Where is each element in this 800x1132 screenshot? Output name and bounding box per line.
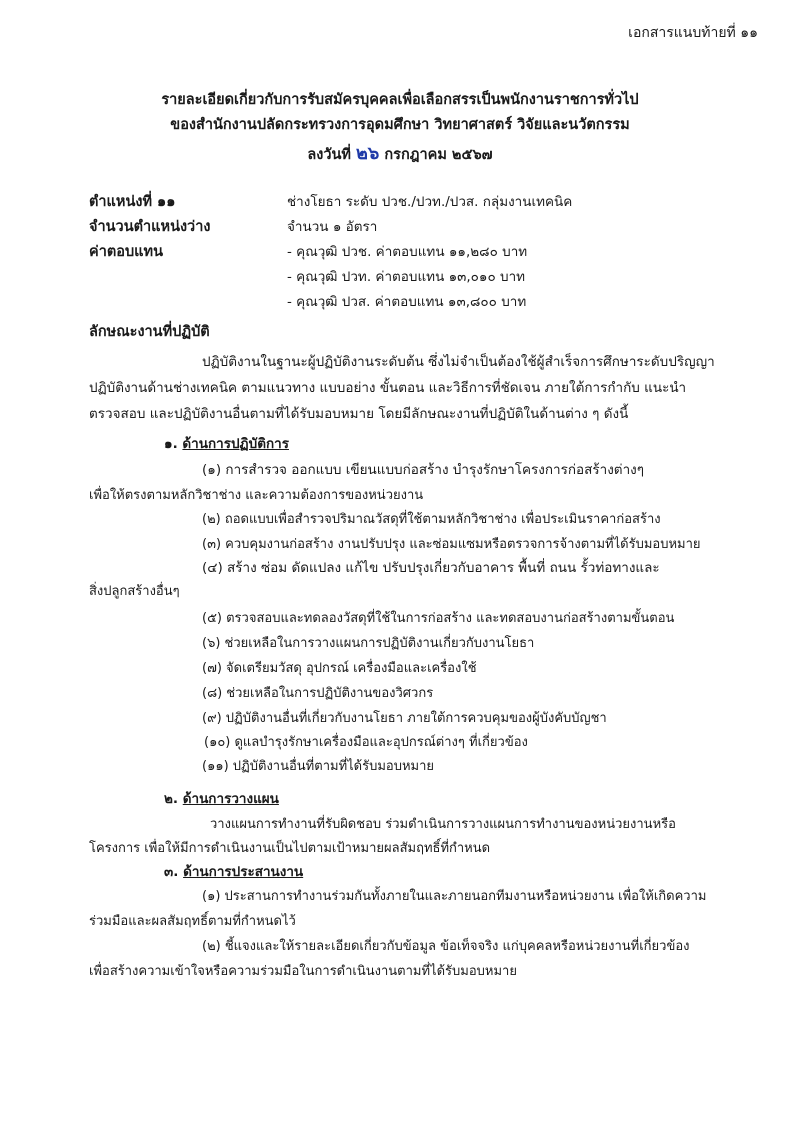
position-label: ตำแหน่งที่ ๑๑ — [89, 194, 176, 210]
annex-label: เอกสารแนบท้ายที่ ๑๑ — [628, 25, 758, 41]
section-1-item: (๙) ปฏิบัติงานอื่นที่เกี่ยวกับงานโยธา ภายใต้การควบคุมของผู้บังคับบัญชา — [202, 711, 607, 726]
compensation-item: - คุณวุฒิ ปวช. ค่าตอบแทน ๑๑,๒๘๐ บาท — [287, 244, 528, 260]
section-title: ด้านการประสานงาน — [183, 864, 304, 880]
section-2-item: โครงการ เพื่อให้มีการดำเนินงานเป็นไปตามเป้าหมายผลสัมฤทธิ์ที่กำหนด — [89, 841, 491, 856]
date-prefix: ลงวันที่ — [307, 147, 351, 163]
compensation-label: ค่าตอบแทน — [89, 244, 163, 260]
date-rest: กรกฎาคม ๒๕๖๗ — [384, 147, 493, 163]
vacancies-label: จำนวนตำแหน่งว่าง — [89, 219, 211, 235]
section-1-item: เพื่อให้ตรงตามหลักวิชาช่าง และความต้องการของหน่วยงาน — [89, 488, 424, 503]
title-date-line — [0, 138, 800, 167]
section-1-item: (๓) ควบคุมงานก่อสร้าง งานปรับปรุง และซ่อมแซมหรือตรวจการจ้างตามที่ได้รับมอบหมาย — [202, 537, 701, 552]
section-3-item: ร่วมมือและผลสัมฤทธิ์ตามที่กำหนดไว้ — [89, 914, 296, 929]
position-value: ช่างโยธา ระดับ ปวช./ปวท./ปวส. กลุ่มงานเทคนิค — [287, 194, 573, 210]
section-1-item: สิ่งปลูกสร้างอื่นๆ — [89, 584, 180, 599]
compensation-item: - คุณวุฒิ ปวท. ค่าตอบแทน ๑๓,๐๑๐ บาท — [287, 269, 526, 285]
section-1-item: (๘) ช่วยเหลือในการปฏิบัติงานของวิศวกร — [202, 686, 434, 701]
section-1-item: (๕) ตรวจสอบและทดลองวัสดุที่ใช้ในการก่อสร้าง และทดสอบงานก่อสร้างตามขั้นตอน — [202, 611, 675, 626]
section-1-item: (๒) ถอดแบบเพื่อสำรวจปริมาณวัสดุที่ใช้ตามหลักวิชาช่าง เพื่อประเมินราคาก่อสร้าง — [202, 512, 661, 527]
section-title: ด้านการปฏิบัติการ — [182, 436, 289, 452]
section-1-heading — [164, 432, 289, 454]
section-3-item: เพื่อสร้างความเข้าใจหรือความร่วมมือในการดำเนินงานตามที่ได้รับมอบหมาย — [89, 964, 517, 979]
section-1-item: (๖) ช่วยเหลือในการวางแผนการปฏิบัติงานเกี่ยวกับงานโยธา — [202, 636, 535, 651]
job-nature-line: ปฏิบัติงานในฐานะผู้ปฏิบัติงานระดับต้น ซึ่งไม่จำเป็นต้องใช้ผู้สำเร็จการศึกษาระดับปริญญา — [202, 354, 715, 370]
section-number: ๓. — [164, 864, 179, 880]
section-title: ด้านการวางแผน — [182, 791, 279, 807]
section-1-item: (๔) สร้าง ซ่อม ดัดแปลง แก้ไข ปรับปรุงเกี่ยวกับอาคาร พื้นที่ ถนน รั้วท่อทางและ — [202, 560, 660, 576]
section-1-item: (๑) การสำรวจ ออกแบบ เขียนแบบก่อสร้าง บำรุงรักษาโครงการก่อสร้างต่างๆ — [202, 462, 644, 478]
job-nature-line: ปฏิบัติงานด้านช่างเทคนิค ตามแนวทาง แบบอย่าง ขั้นตอน และวิธีการที่ชัดเจน ภายใต้การกำกับ แนะนำ — [89, 380, 687, 396]
compensation-item: - คุณวุฒิ ปวส. ค่าตอบแทน ๑๓,๘๐๐ บาท — [287, 294, 527, 310]
job-nature-heading: ลักษณะงานที่ปฏิบัติ — [89, 324, 210, 340]
job-nature-line: ตรวจสอบ และปฏิบัติงานอื่นตามที่ได้รับมอบหมาย โดยมีลักษณะงานที่ปฏิบัติในด้านต่าง ๆ ดังนี้ — [89, 406, 629, 422]
section-number: ๒. — [164, 791, 179, 807]
section-1-item: (๑๑) ปฏิบัติงานอื่นที่ตามที่ได้รับมอบหมาย — [202, 759, 435, 774]
title-line-1: รายละเอียดเกี่ยวกับการรับสมัครบุคคลเพื่อเลือกสรรเป็นพนักงานราชการทั่วไป — [161, 92, 639, 108]
section-1-item: (๗) จัดเตรียมวัสดุ อุปกรณ์ เครื่องมือและเครื่องใช้ — [202, 661, 477, 676]
section-3-item: (๑) ประสานการทำงานร่วมกันทั้งภายในและภายนอกทีมงานหรือหน่วยงาน เพื่อให้เกิดความ — [202, 889, 707, 904]
section-3-item: (๒) ชี้แจงและให้รายละเอียดเกี่ยวกับข้อมูล ข้อเท็จจริง แก่บุคคลหรือหน่วยงานที่เกี่ยวข้อง — [202, 939, 690, 954]
vacancies-value: จำนวน ๑ อัตรา — [287, 219, 378, 235]
section-number: ๑. — [164, 436, 178, 452]
section-2-heading — [164, 787, 279, 809]
section-2-item: วางแผนการทำงานที่รับผิดชอบ ร่วมดำเนินการวางแผนการทำงานของหน่วยงานหรือ — [210, 817, 676, 832]
title-line-2: ของสำนักงานปลัดกระทรวงการอุดมศึกษา วิทยาศาสตร์ วิจัยและนวัตกรรม — [170, 117, 630, 133]
section-3-heading — [164, 860, 303, 882]
date-day: ๒๖ — [356, 143, 380, 164]
section-1-item: (๑๐) ดูแลบำรุงรักษาเครื่องมือและอุปกรณ์ต่างๆ ที่เกี่ยวข้อง — [204, 735, 528, 750]
